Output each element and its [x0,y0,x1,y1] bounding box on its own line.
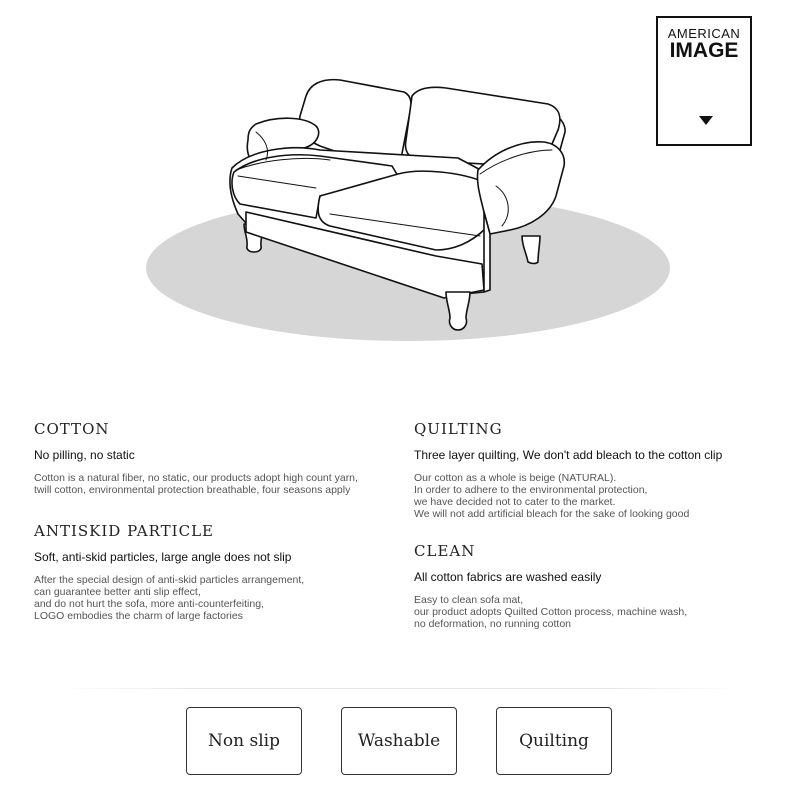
section-subtitle: Three layer quilting, We don't add bleach to the cotton clip [414,448,723,462]
section-cotton [34,420,404,496]
body-line: Our cotton as a whole is beige (NATURAL). [414,472,617,484]
section-body [414,594,784,630]
body-line: no deformation, no running cotton [414,618,572,630]
triangle-down-icon [699,116,713,125]
body-line: twill cotton, environmental protection breathable, four seasons apply [34,484,351,496]
body-line: LOGO embodies the charm of large factories [34,610,243,622]
body-line: can guarantee better anti slip effect, [34,586,201,598]
divider [60,688,740,689]
badge-non-slip: Non slip [186,707,302,775]
badge-quilting: Quilting [496,707,612,775]
section-title: ANTISKID PARTICLE [34,522,214,540]
body-line: After the special design of anti-skid particles arrangement, [34,574,305,586]
sofa-leg-front [446,292,470,330]
section-quilting [414,420,784,520]
sofa-hero [0,0,800,360]
brand-line-2: IMAGE [669,39,739,62]
body-line: Cotton is a natural fiber, no static, our products adopt high count yarn, [34,472,358,484]
brand-logo [656,16,752,146]
section-title: COTTON [34,420,110,438]
badge-washable: Washable [341,707,457,775]
body-line: our product adopts Quilted Cotton process, machine wash, [414,606,688,618]
brand-line-1: AMERICAN [667,26,741,41]
body-line: we have decided not to cater to the market. [414,496,616,508]
body-line: Easy to clean sofa mat, [414,594,524,606]
section-subtitle: Soft, anti-skid particles, large angle does not slip [34,550,292,564]
body-line: and do not hurt the sofa, more anti-counterfeiting, [34,598,264,610]
section-title: QUILTING [414,420,503,438]
body-line: We will not add artificial bleach for the sake of looking good [414,508,690,520]
section-antiskid [34,522,404,622]
section-subtitle: All cotton fabrics are washed easily [414,570,602,584]
section-subtitle: No pilling, no static [34,448,135,462]
section-clean [414,542,784,630]
section-title: CLEAN [414,542,476,560]
section-body [34,472,404,496]
body-line: In order to adhere to the environmental protection, [414,484,648,496]
section-body [34,574,404,622]
section-body [414,472,784,520]
